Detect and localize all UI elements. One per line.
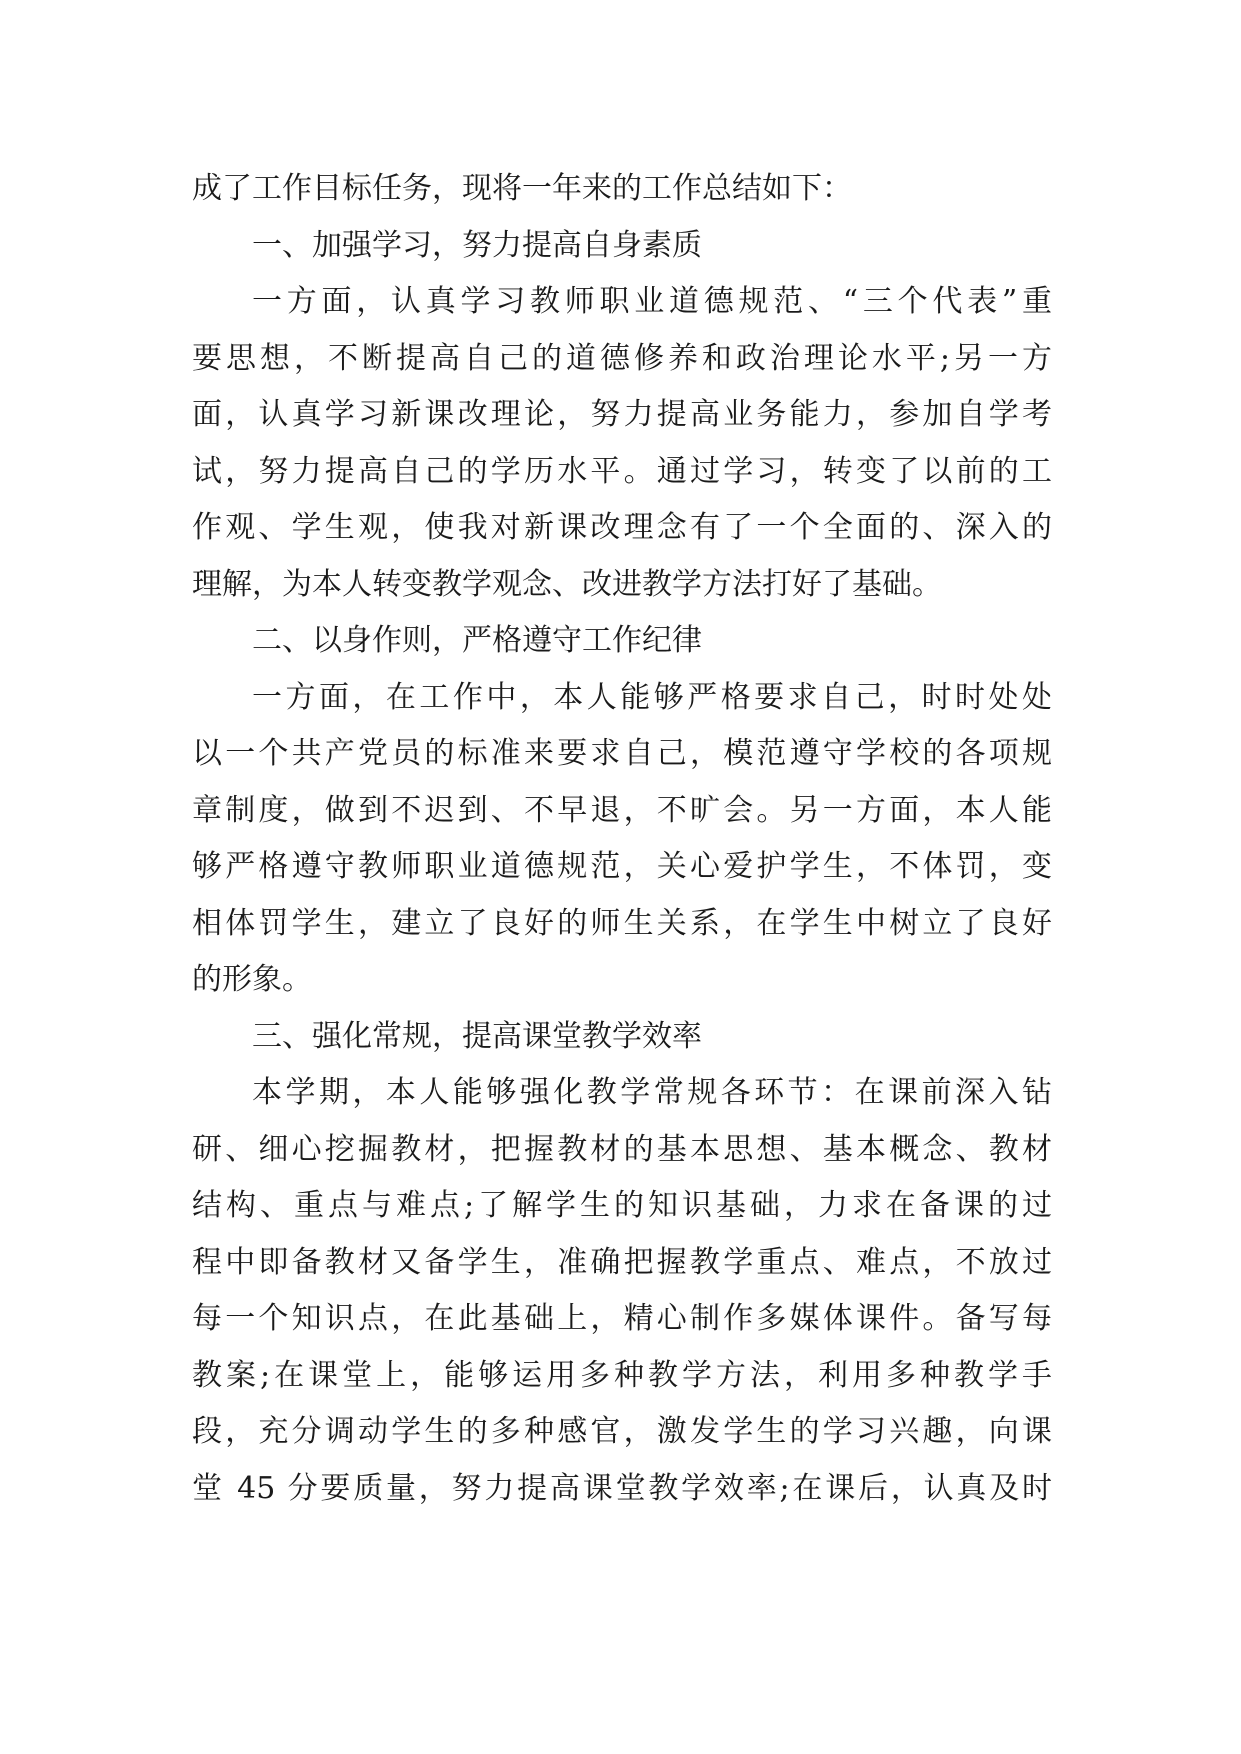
section-heading-2: 二、以身作则，严格遵守工作纪律 [252,623,702,658]
text-line-15: 的形象。 [192,962,312,997]
text-line-11: 以一个共产党员的标准来要求自己，模范遵守学校的各项规 [192,736,1052,771]
text-line-13: 够严格遵守教师职业道德规范，关心爱护学生，不体罚，变 [192,849,1052,884]
text-line-12: 章制度，做到不迟到、不早退，不旷会。另一方面，本人能 [192,792,1052,828]
section-heading-1: 一、加强学习，努力提高自身素质 [252,227,702,263]
document-body [192,161,1052,1517]
text-line-22: 教案;在课堂上，能够运用多种教学方法，利用多种教学手 [192,1357,1052,1393]
text-line-3: 一方面，认真学习教师职业道德规范、“三个代表”重 [252,284,1052,319]
text-line-17: 本学期，本人能够强化教学常规各环节：在课前深入钻 [252,1075,1052,1110]
text-line-18: 研、细心挖掘教材，把握教材的基本思想、基本概念、教材 [192,1131,1052,1167]
text-line-20: 程中即备教材又备学生，准确把握教学重点、难点，不放过 [192,1244,1052,1280]
text-line-4: 要思想，不断提高自己的道德修养和政治理论水平;另一方 [192,340,1052,376]
text-line-7: 作观、学生观，使我对新课改理念有了一个全面的、深入的 [192,510,1052,545]
text-line-10: 一方面，在工作中，本人能够严格要求自己，时时处处 [252,679,1052,715]
text-line-5: 面，认真学习新课改理论，努力提高业务能力，参加自学考 [192,397,1052,432]
text-line-24: 堂 45 分要质量，努力提高课堂教学效率;在课后，认真及时 [192,1470,1052,1506]
text-line-1: 成了工作目标任务，现将一年来的工作总结如下： [192,171,852,206]
text-line-21: 每一个知识点，在此基础上，精心制作多媒体课件。备写每 [192,1301,1052,1336]
text-line-8: 理解，为本人转变教学观念、改进教学方法打好了基础。 [192,566,942,602]
text-line-23: 段，充分调动学生的多种感官，激发学生的学习兴趣，向课 [192,1414,1052,1449]
text-line-6: 试，努力提高自己的学历水平。通过学习，转变了以前的工 [192,453,1052,489]
text-line-14: 相体罚学生，建立了良好的师生关系，在学生中树立了良好 [192,905,1052,941]
section-heading-3: 三、强化常规，提高课堂教学效率 [252,1018,702,1054]
text-line-19: 结构、重点与难点;了解学生的知识基础，力求在备课的过 [192,1188,1052,1223]
